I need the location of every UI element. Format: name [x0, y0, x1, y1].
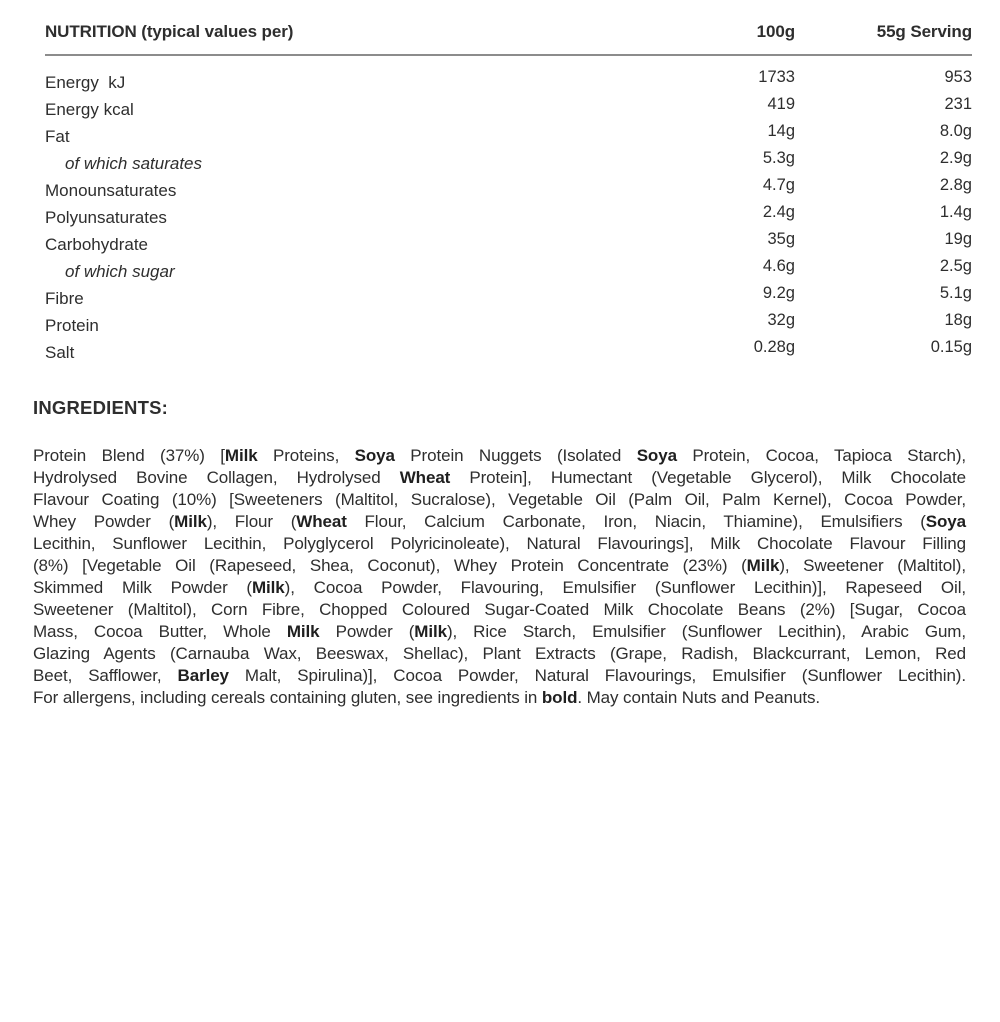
ingredients-line: [33, 489, 966, 511]
allergen-bold-text: bold: [541, 688, 578, 707]
value-per-55g: 5.1g: [939, 284, 972, 302]
value-per-55g: 2.5g: [939, 257, 972, 275]
ingredients-line: [33, 555, 966, 577]
ingredients-line: [33, 467, 966, 489]
nutrition-label-page: [0, 22, 1000, 709]
ingredient-text: ), Sweetener (Maltitol),: [779, 556, 966, 575]
column-header-55g-serving: 55g Serving: [876, 22, 972, 41]
ingredient-text: Sweetener (Maltitol), Corn Fibre, Chopped Coloured Sugar-Coated Milk Chocolate Beans (2%) [Sugar, Cocoa: [33, 600, 966, 619]
value-per-55g: 18g: [944, 311, 972, 329]
allergen-bold-text: Milk: [286, 622, 320, 641]
value-per-100g: 5.3g: [762, 149, 795, 167]
nutrient-label: of which sugar: [65, 262, 175, 281]
ingredients-line: [33, 533, 966, 555]
value-per-55g: 953: [944, 68, 972, 86]
allergen-bold-text: Soya: [925, 512, 966, 531]
nutrient-label: Fibre: [45, 289, 84, 308]
ingredient-text: ), Rice Starch, Emulsifier (Sunflower Lecithin), Arabic Gum,: [446, 622, 966, 641]
ingredients-line: [33, 577, 966, 599]
value-per-55g: 2.9g: [939, 149, 972, 167]
value-per-55g: 8.0g: [939, 122, 972, 140]
allergen-bold-text: Soya: [354, 446, 395, 465]
nutrient-label: Monounsaturates: [45, 181, 177, 200]
nutrient-label: Carbohydrate: [45, 235, 149, 254]
value-per-55g: 19g: [944, 230, 972, 248]
nutrient-label: of which saturates: [65, 154, 203, 173]
allergen-bold-text: Wheat: [399, 468, 451, 487]
ingredient-text: . May contain Nuts and Peanuts.: [577, 688, 820, 707]
value-per-55g: 2.8g: [939, 176, 972, 194]
value-per-100g: 4.7g: [762, 176, 795, 194]
ingredient-text: Hydrolysed Bovine Collagen, Hydrolysed: [33, 468, 400, 487]
nutrient-label: Energy kcal: [45, 100, 134, 119]
ingredient-text: Protein Blend (37%) [: [33, 446, 225, 465]
ingredient-text: ), Cocoa Powder, Flavouring, Emulsifier (Sunflower Lecithin)], Rapeseed Oil,: [284, 578, 966, 597]
nutrient-label: Salt: [45, 343, 75, 362]
value-per-100g: 9.2g: [762, 284, 795, 302]
nutrient-label: Polyunsaturates: [45, 208, 167, 227]
value-per-55g: 0.15g: [930, 338, 972, 356]
value-per-100g: 0.28g: [753, 338, 795, 356]
allergen-bold-text: Milk: [746, 556, 780, 575]
nutrient-label: Protein: [45, 316, 99, 335]
ingredient-text: Protein Nuggets (Isolated: [394, 446, 637, 465]
ingredient-text: For allergens, including cereals containing gluten, see ingredients in: [33, 688, 542, 707]
allergen-bold-text: Barley: [177, 666, 229, 685]
ingredients-text: [33, 445, 966, 709]
value-per-100g: 419: [767, 95, 795, 113]
ingredients-line: [33, 687, 966, 709]
ingredient-text: Mass, Cocoa Butter, Whole: [33, 622, 287, 641]
value-per-100g: 2.4g: [762, 203, 795, 221]
ingredient-text: Glazing Agents (Carnauba Wax, Beeswax, Shellac), Plant Extracts (Grape, Radish, Blackcurrant, Lemon, Red: [33, 644, 966, 663]
value-per-100g: 32g: [767, 311, 795, 329]
ingredients-line: [33, 621, 966, 643]
ingredient-text: Lecithin, Sunflower Lecithin, Polyglycerol Polyricinoleate), Natural Flavourings], Milk Chocolate Flavour Filling: [33, 534, 966, 553]
ingredients-line: [33, 643, 966, 665]
nutrition-table: [45, 69, 972, 366]
ingredient-text: Protein], Humectant (Vegetable Glycerol), Milk Chocolate: [450, 468, 966, 487]
ingredient-text: Powder (: [319, 622, 415, 641]
nutrient-label: Fat: [45, 127, 70, 146]
ingredient-text: Beet, Safflower,: [33, 666, 178, 685]
allergen-bold-text: Milk: [414, 622, 447, 641]
value-per-100g: 4.6g: [762, 257, 795, 275]
nutrition-row: [45, 339, 972, 366]
ingredients-line: [33, 599, 966, 621]
nutrition-section: [45, 22, 972, 366]
value-per-55g: 1.4g: [939, 203, 972, 221]
allergen-bold-text: Milk: [224, 446, 258, 465]
header-divider: [45, 54, 972, 56]
nutrition-table-header: [45, 22, 972, 42]
ingredients-line: [33, 665, 966, 687]
allergen-bold-text: Milk: [174, 512, 207, 531]
ingredients-line: [33, 511, 966, 533]
value-per-100g: 1733: [758, 68, 795, 86]
nutrition-title: NUTRITION (typical values per): [45, 22, 294, 41]
nutrient-label: Energy kJ: [45, 73, 126, 92]
ingredients-line: [33, 445, 966, 467]
ingredient-text: ), Flour (: [206, 512, 297, 531]
ingredient-text: Flavour Coating (10%) [Sweeteners (Maltitol, Sucralose), Vegetable Oil (Palm Oil, Palm Kernel), Cocoa Powder,: [33, 490, 966, 509]
ingredients-section: [33, 397, 966, 709]
value-per-100g: 35g: [767, 230, 795, 248]
ingredient-text: Malt, Spirulina)], Cocoa Powder, Natural Flavourings, Emulsifier (Sunflower Lecithin).: [228, 666, 966, 685]
ingredient-text: Skimmed Milk Powder (: [33, 578, 252, 597]
ingredient-text: Proteins,: [257, 446, 355, 465]
allergen-bold-text: Soya: [636, 446, 677, 465]
ingredients-heading: INGREDIENTS:: [33, 397, 168, 418]
allergen-bold-text: Wheat: [296, 512, 347, 531]
ingredient-text: Protein, Cocoa, Tapioca Starch),: [676, 446, 967, 465]
ingredient-text: Whey Powder (: [33, 512, 175, 531]
value-per-55g: 231: [944, 95, 972, 113]
ingredient-text: (8%) [Vegetable Oil (Rapeseed, Shea, Coconut), Whey Protein Concentrate (23%) (: [33, 556, 747, 575]
ingredient-text: Flour, Calcium Carbonate, Iron, Niacin, Thiamine), Emulsifiers (: [346, 512, 926, 531]
value-per-100g: 14g: [767, 122, 795, 140]
allergen-bold-text: Milk: [252, 578, 285, 597]
column-header-100g: 100g: [756, 22, 795, 41]
